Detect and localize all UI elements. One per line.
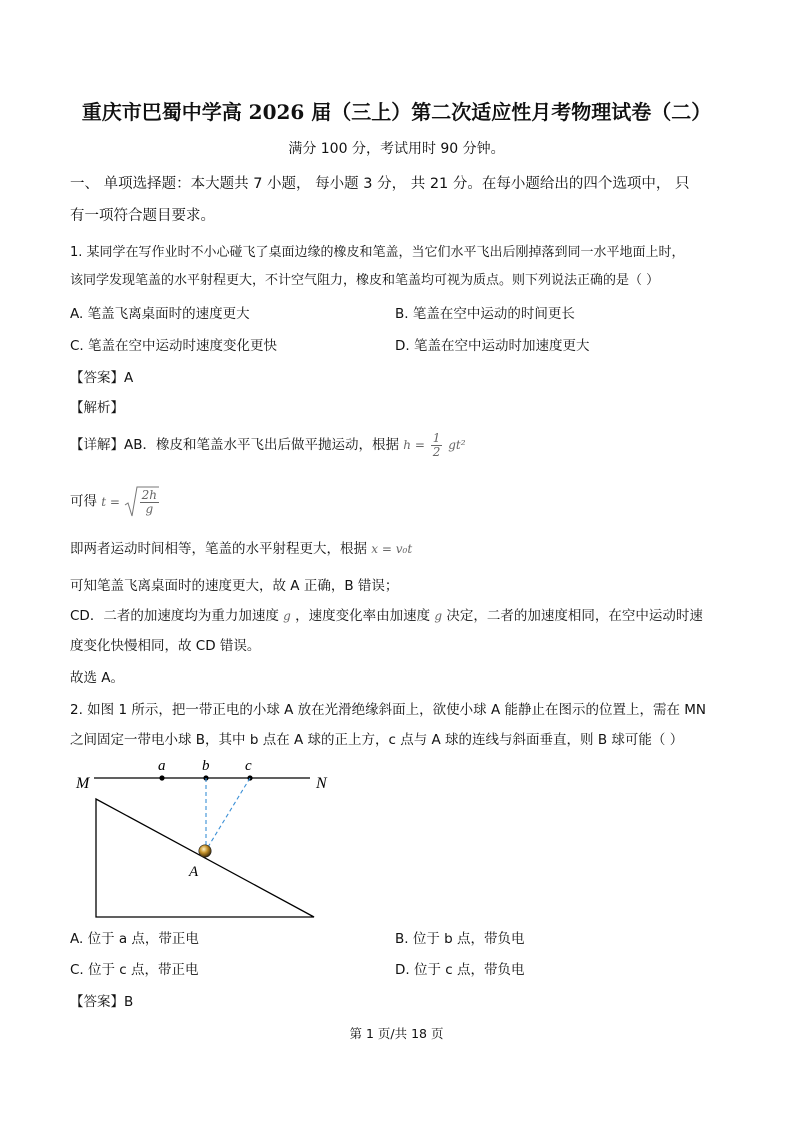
q1-detail-text-2: 可得: [70, 493, 97, 510]
q1-formula-x: x = v₀t: [371, 542, 413, 556]
page-title: 重庆市巴蜀中学高 2026 届（三上）第二次适应性月考物理试卷（二）: [81, 100, 712, 124]
formula-t-num: 2h: [141, 487, 158, 502]
section-heading-line1: 一、 单项选择题：本大题共 7 小题， 每小题 3 分， 共 21 分。在每小题给出的四个选项中， 只: [70, 176, 690, 192]
q1-detail-text-5a: CD．二者的加速度均为重力加速度: [70, 608, 279, 624]
q2-answer: 【答案】B: [70, 994, 134, 1010]
q1-option-b: B. 笔盖在空中运动的时间更长: [395, 306, 575, 322]
formula-t-den: g: [145, 501, 154, 516]
q1-detail-line7: 故选 A。: [70, 670, 125, 686]
q1-formula-t: [101, 487, 161, 516]
q2-option-b: B. 位于 b 点，带负电: [395, 931, 525, 947]
q1-detail-text-5c: 决定，二者的加速度相同，在空中运动时速: [446, 608, 703, 624]
q1-detail-text-5b: ，速度变化率由加速度: [295, 608, 431, 624]
formula-h-lhs: h =: [403, 438, 425, 452]
q2-option-d: D. 位于 c 点，带负电: [395, 962, 525, 978]
q2-stem-line1: 2. 如图 1 所示，把一带正电的小球 A 放在光滑绝缘斜面上，欲使小球 A 能静止在图示的位置上，需在 MN: [70, 702, 707, 718]
q1-detail-line2: [70, 485, 161, 519]
label-b: b: [202, 758, 210, 774]
q1-answer: 【答案】A: [70, 370, 134, 386]
label-n: N: [316, 775, 327, 792]
label-a: a: [158, 758, 166, 774]
q1-option-c: C. 笔盖在空中运动时速度变化更快: [70, 338, 278, 354]
q1-detail-text-1: 【详解】AB．橡皮和笔盖水平飞出后做平抛运动，根据: [70, 437, 399, 453]
q1-detail-line3: [70, 539, 412, 559]
formula-t-fraction: [140, 489, 159, 516]
point-a: [159, 775, 164, 780]
q1-option-d: D. 笔盖在空中运动时加速度更大: [395, 338, 590, 354]
formula-h-den: 2: [432, 445, 441, 459]
label-m: M: [76, 775, 90, 792]
q1-analysis-label: 【解析】: [70, 400, 124, 416]
q1-detail-text-3: 即两者运动时间相等，笔盖的水平射程更大，根据: [70, 541, 367, 557]
q1-stem-line1: 1. 某同学在写作业时不小心碰飞了桌面边缘的橡皮和笔盖，当它们水平飞出后刚掉落到同一水平地面上时，: [70, 245, 685, 260]
q1-formula-h: [403, 431, 466, 459]
q1-stem-line2: 该同学发现笔盖的水平射程更大，不计空气阻力，橡皮和笔盖均可视为质点。则下列说法正确的是（ ）: [70, 273, 660, 288]
q1-symbol-g1: g: [283, 609, 291, 623]
q1-detail-line1: [70, 432, 466, 459]
q2-option-a: A. 位于 a 点，带正电: [70, 931, 199, 947]
ball-a: [199, 845, 211, 857]
page-footer: 第 1 页/共 18 页: [349, 1026, 444, 1041]
formula-h-num: 1: [432, 431, 441, 445]
q1-option-a: A. 笔盖飞离桌面时的速度更大: [70, 306, 250, 322]
q2-option-c: C. 位于 c 点，带正电: [70, 962, 199, 978]
exam-subtitle: 满分 100 分，考试用时 90 分钟。: [288, 141, 505, 157]
q1-symbol-g2: g: [434, 609, 443, 623]
formula-h-rhs: gt²: [448, 438, 466, 452]
label-c: c: [245, 758, 252, 774]
incline-diagram: [70, 755, 340, 920]
section-heading-line2: 有一项符合题目要求。: [70, 208, 215, 224]
dashed-line-c: [208, 778, 250, 847]
formula-h-fraction: [431, 432, 443, 459]
incline-triangle: [96, 799, 314, 917]
q1-detail-line4: 可知笔盖飞离桌面时的速度更大，故 A 正确，B 错误；: [70, 578, 399, 594]
q1-detail-line6: 度变化快慢相同，故 CD 错误。: [70, 638, 261, 654]
q2-stem-line2: 之间固定一带电小球 B，其中 b 点在 A 球的正上方，c 点与 A 球的连线与斜面垂直，则 B 球可能（ ）: [70, 732, 684, 748]
label-ball-a: A: [189, 864, 199, 880]
q1-detail-line5: [70, 606, 703, 626]
formula-t-lhs: t =: [101, 494, 120, 509]
